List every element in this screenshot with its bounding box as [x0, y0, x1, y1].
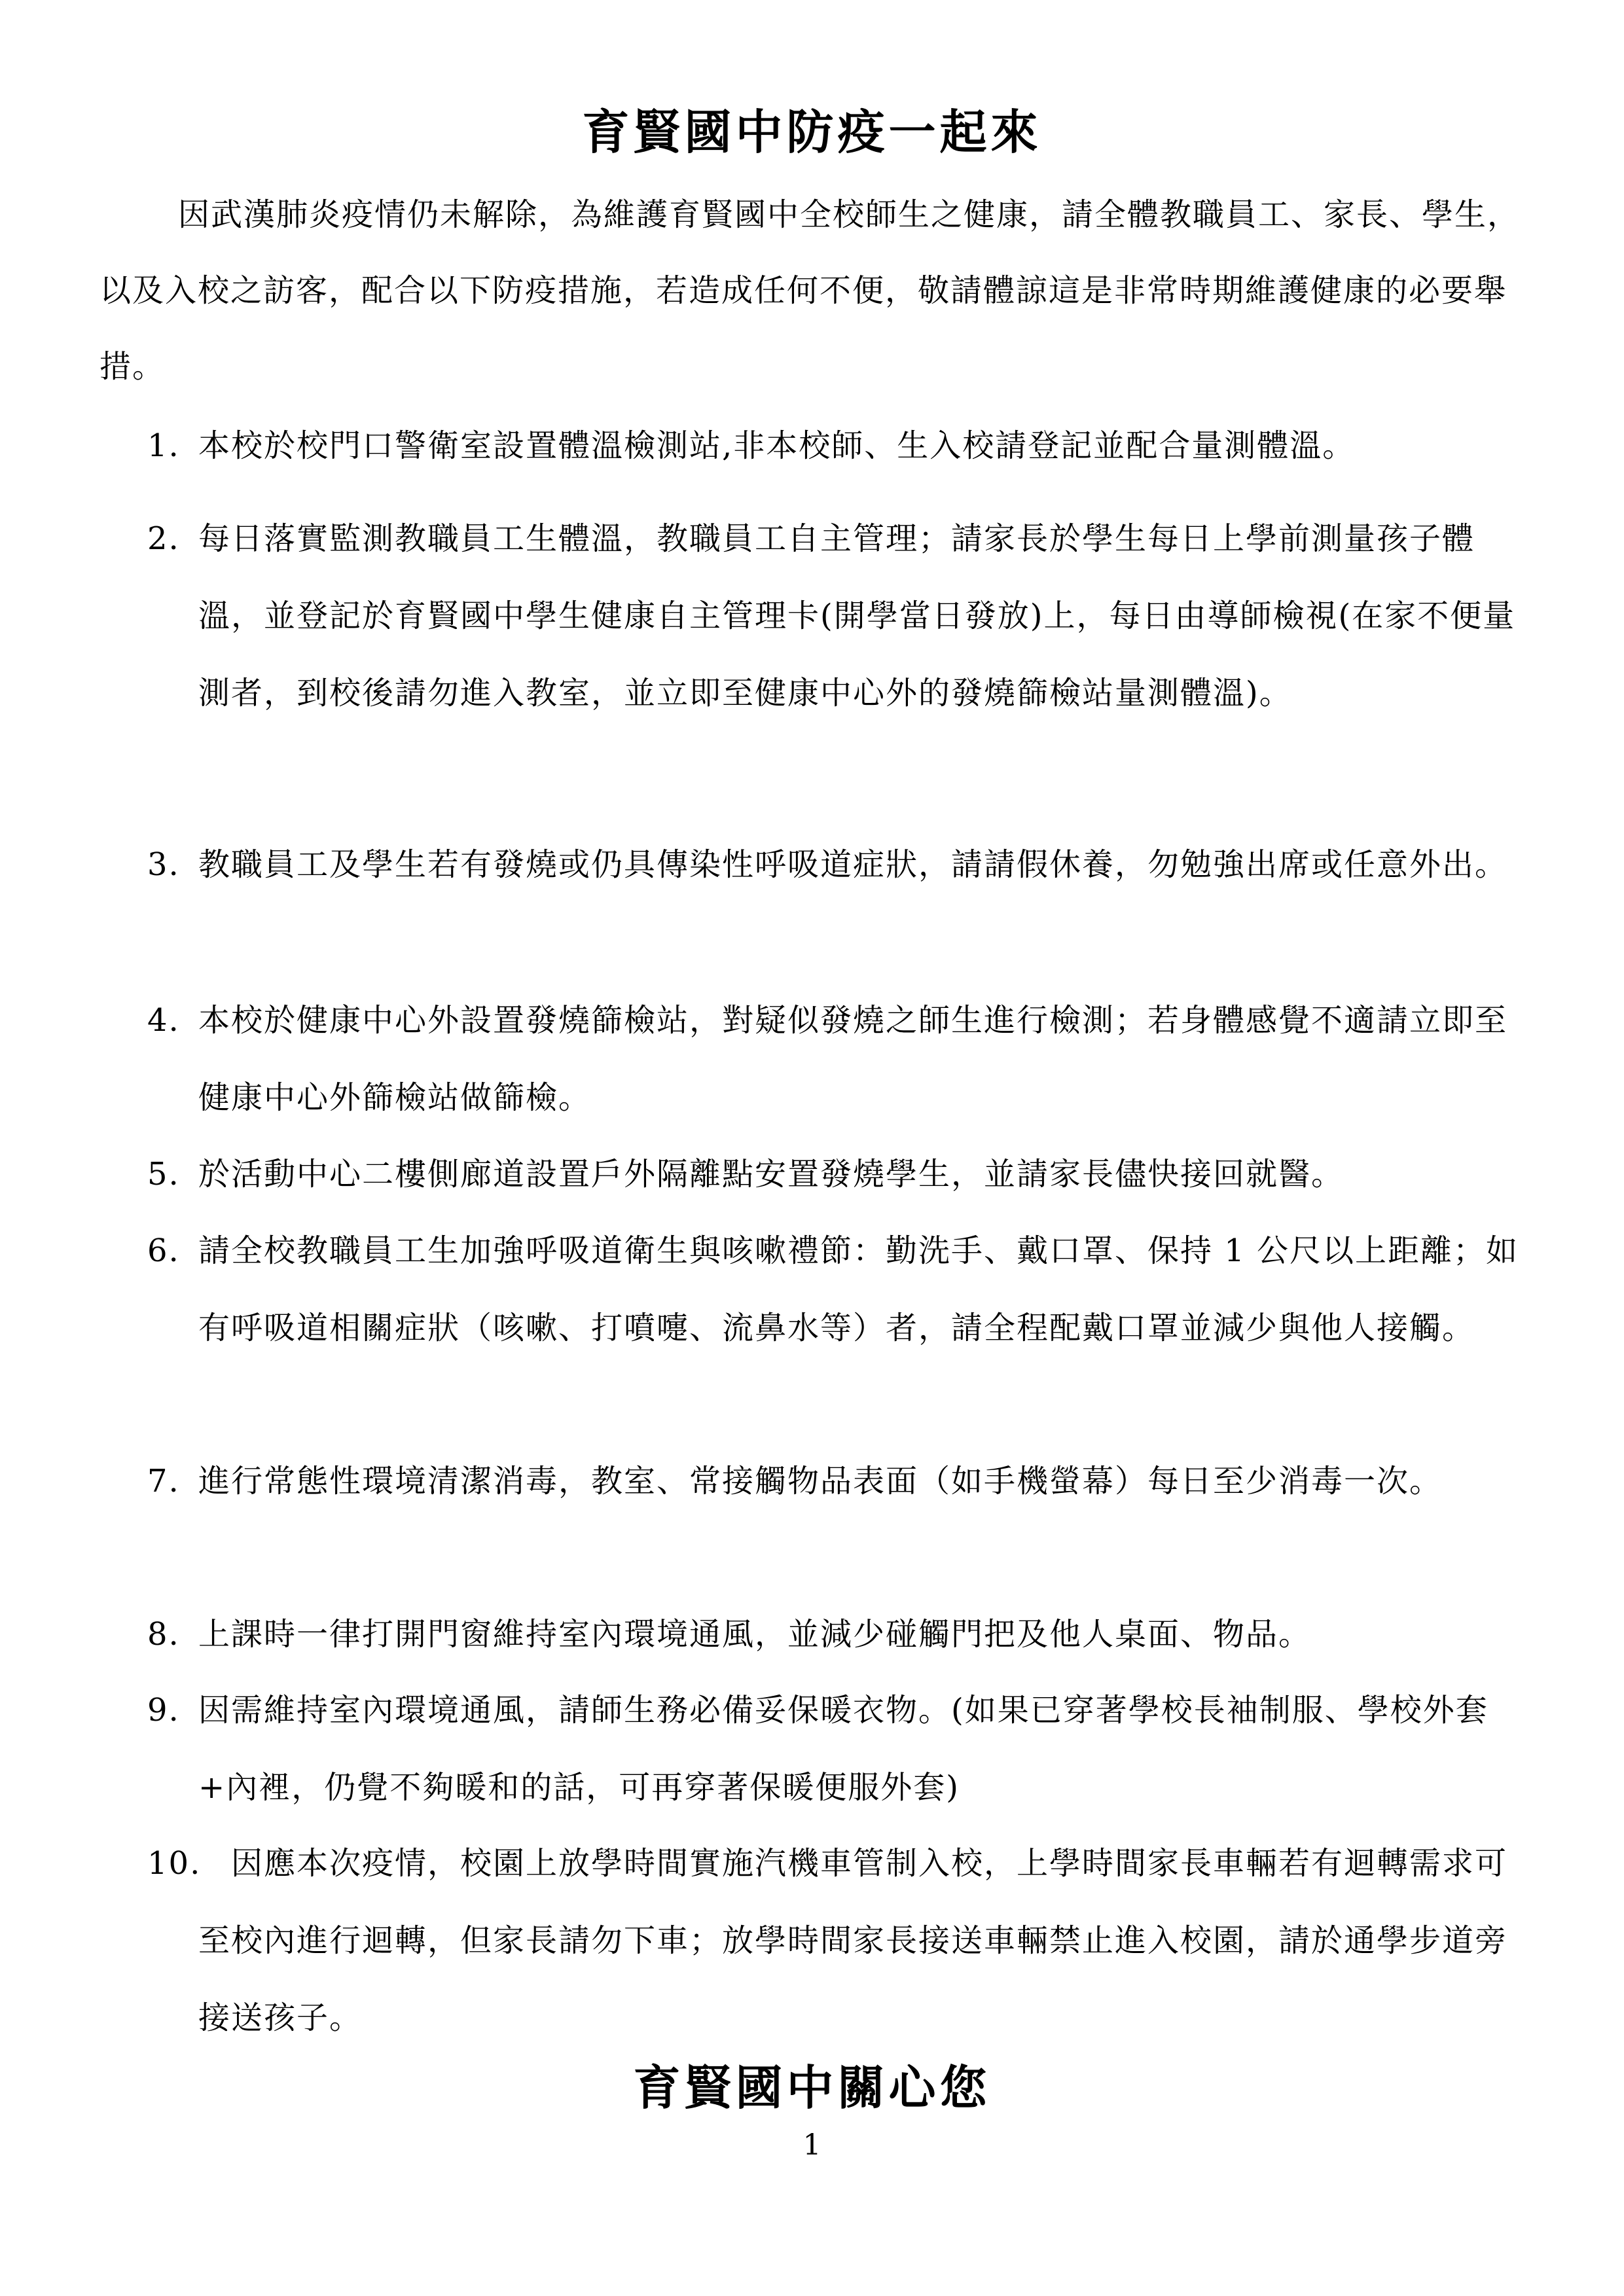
list-item-text: 上課時一律打開門窗維持室內環境通風，並減少碰觸門把及他人桌面、物品。 — [198, 1616, 1312, 1653]
list-item — [147, 982, 1538, 1136]
list-item — [147, 500, 1538, 732]
list-item — [147, 1596, 1538, 1673]
list-item-number: 6. — [147, 1232, 180, 1269]
list-item-text: 進行常態性環境清潔消毒，教室、常接觸物品表面（如手機螢幕）每日至少消毒一次。 — [198, 1463, 1443, 1499]
list-item — [147, 1212, 1538, 1367]
document-title: 育賢國中防疫一起來 — [582, 104, 1042, 160]
list-item-text: 教職員工及學生若有發燒或仍具傳染性呼吸道症狀，請請假休養，勿勉強出席或任意外出。 — [198, 846, 1508, 883]
list-item-text: 因應本次疫情，校園上放學時間實施汽機車管制入校，上學時間家長車輛若有迴轉需求可至校內進行迴轉，但家長請勿下車；放學時間家長接送車輛禁止進入校園，請於通學步道旁接送孩子。 — [198, 1845, 1508, 2036]
list-item — [147, 826, 1538, 903]
list-item-text: 本校於健康中心外設置發燒篩檢站，對疑似發燒之師生進行檢測；若身體感覺不適請立即至健康中心外篩檢站做篩檢。 — [198, 1002, 1508, 1116]
list-item-text: 於活動中心二樓側廊道設置戶外隔離點安置發燒學生，並請家長儘快接回就醫。 — [198, 1156, 1344, 1193]
list-item — [147, 407, 1538, 484]
list-item-number: 4. — [147, 1002, 180, 1039]
page-number: 1 — [803, 2128, 821, 2162]
list-item-number: 1. — [147, 427, 180, 464]
list-item-number: 8. — [147, 1616, 180, 1653]
list-item-number: 2. — [147, 520, 180, 557]
list-item-number: 7. — [147, 1463, 180, 1499]
list-item — [147, 1825, 1538, 2056]
list-item — [147, 1136, 1538, 1213]
list-item-text: 每日落實監測教職員工生體溫，教職員工自主管理；請家長於學生每日上學前測量孩子體溫，並登記於育賢國中學生健康自主管理卡(開學當日發放)上，每日由導師檢視(在家不便量測者，到校後請勿進入教室，並立即至健康中心外的發燒篩檢站量測體溫)。 — [198, 520, 1516, 711]
list-item — [147, 1672, 1538, 1826]
list-item-number: 5. — [147, 1156, 180, 1193]
list-item-text: 因需維持室內環境通風，請師生務必備妥保暖衣物。(如果已穿著學校長袖制服、學校外套+內裡，仍覺不夠暖和的話，可再穿著保暖便服外套) — [198, 1692, 1489, 1806]
list-item-number: 9. — [147, 1692, 180, 1729]
list-item-number: 3. — [147, 846, 180, 883]
list-item-number: 10. — [147, 1845, 202, 1882]
list-item-text: 請全校教職員工生加強呼吸道衛生與咳嗽禮節：勤洗手、戴口罩、保持 1 公尺以上距離；如有呼吸道相關症狀（咳嗽、打噴嚏、流鼻水等）者，請全程配戴口罩並減少與他人接觸。 — [198, 1232, 1519, 1346]
list-item-text: 本校於校門口警衛室設置體溫檢測站,非本校師、生入校請登記並配合量測體溫。 — [198, 427, 1356, 464]
list-item — [147, 1443, 1538, 1520]
closing-line: 育賢國中關心您 — [633, 2060, 991, 2115]
intro-paragraph: 因武漢肺炎疫情仍未解除，為維護育賢國中全校師生之健康，請全體教職員工、家長、學生，以及入校之訪客，配合以下防疫措施，若造成任何不便，敬請體諒這是非常時期維護健康的必要舉措。 — [99, 196, 1521, 385]
